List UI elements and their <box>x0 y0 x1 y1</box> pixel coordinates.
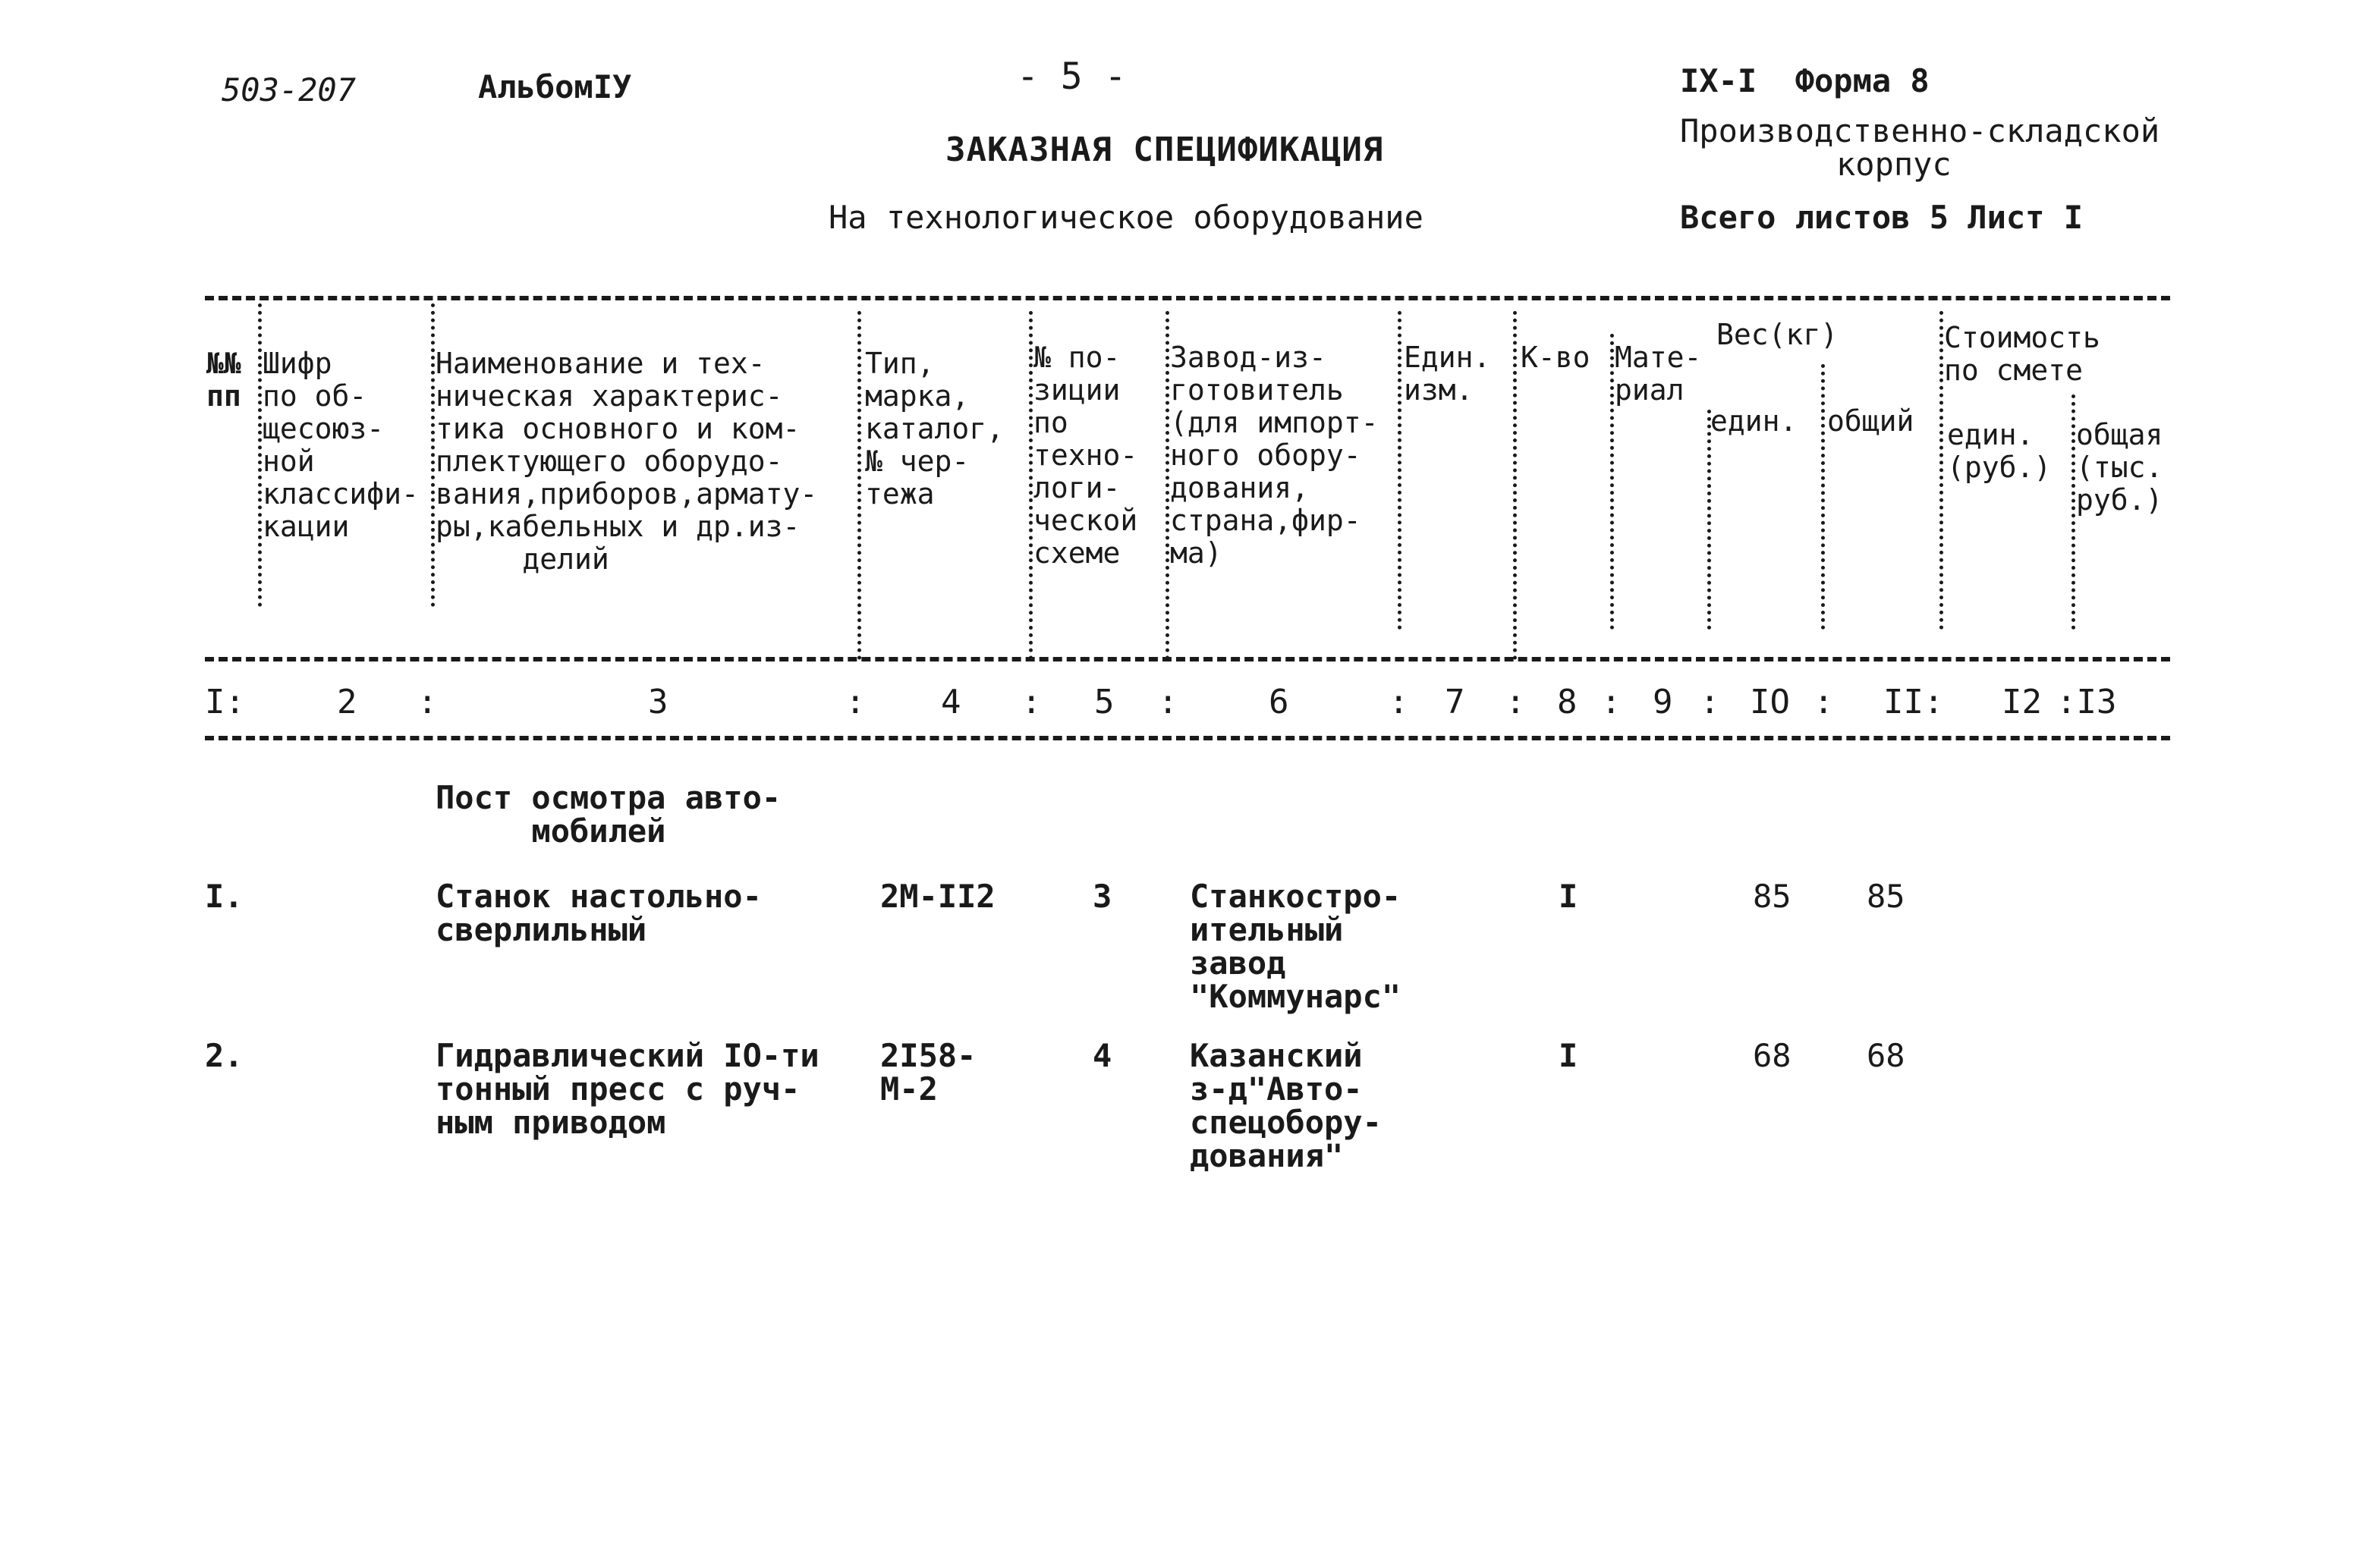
album-label: АльбомIУ <box>478 68 632 105</box>
col-number-separator: : <box>1601 683 1622 721</box>
row-1-type: 2М-II2 <box>880 878 996 915</box>
col-number: IO <box>1750 683 1790 721</box>
col-number: 5 <box>1094 683 1115 721</box>
object-name-line1: Производственно-складской <box>1680 112 2160 149</box>
col-number-separator: : <box>1813 683 1834 721</box>
row-1-quantity: I <box>1559 878 1578 915</box>
column-separator <box>1939 311 1943 630</box>
col-number: 4 <box>941 683 961 721</box>
col-heading-weight-unit: един. <box>1710 404 1798 438</box>
row-2-position: 4 <box>1093 1037 1112 1074</box>
sheet-count: Всего листов 5 Лист I <box>1680 199 2084 236</box>
row-2-manufacturer: Казанский з-д"Авто- спецобору- дования" <box>1190 1037 1382 1174</box>
doc-number: 503-207 <box>222 71 357 108</box>
col-number: I: <box>205 683 245 721</box>
row-1-name: Станок настольно- сверлильный <box>436 878 762 948</box>
col-number-separator: : <box>1700 683 1720 721</box>
col-heading-weight: Вес(кг) <box>1716 318 1839 351</box>
col-number: 2 <box>337 683 357 721</box>
column-separator <box>1513 311 1517 660</box>
row-2-weight-unit: 68 <box>1753 1037 1791 1074</box>
col-number: 8 <box>1557 683 1578 721</box>
row-2-number: 2. <box>205 1037 244 1074</box>
column-separator <box>1398 311 1401 630</box>
row-2-type: 2I58- М-2 <box>880 1037 977 1108</box>
header-top-rule <box>205 296 2170 300</box>
col-number: 9 <box>1653 683 1673 721</box>
row-1-position: 3 <box>1093 878 1112 915</box>
row-1-number: I. <box>205 878 244 915</box>
section-title: Пост осмотра авто- мобилей <box>436 779 782 850</box>
row-1-weight-total: 85 <box>1867 878 1905 915</box>
col-number: 3 <box>648 683 668 721</box>
col-number: 7 <box>1445 683 1465 721</box>
col-number: :I3 <box>2056 683 2117 721</box>
object-name-line2: корпус <box>1836 146 1952 183</box>
col-number-separator: : <box>417 683 438 721</box>
col-heading-cost: Стоимость по смете <box>1944 321 2100 387</box>
document-title: ЗАКАЗНАЯ СПЕЦИФИКАЦИЯ <box>945 130 1384 169</box>
column-numbers-rule <box>205 736 2170 740</box>
col-number: II: <box>1883 683 1944 721</box>
col-heading-unit: Един. изм. <box>1404 341 1491 407</box>
col-number-separator: : <box>1021 683 1042 721</box>
col-heading-cost-total: общая (тыс. руб.) <box>2076 418 2163 517</box>
row-1-weight-unit: 85 <box>1753 878 1791 915</box>
col-number-separator: : <box>1389 683 1409 721</box>
col-heading-number: №№ пп <box>206 347 241 413</box>
row-2-name: Гидравлический IO-ти тонный пресс с руч- ным приводом <box>436 1037 819 1141</box>
col-heading-code: Шифр по об- щесоюз- ной классифи- кации <box>263 347 419 543</box>
column-separator <box>1610 334 1614 630</box>
header-bottom-rule <box>205 657 2170 661</box>
col-heading-quantity: К-во <box>1521 341 1590 374</box>
document-subtitle: На технологическое оборудование <box>829 199 1423 236</box>
row-2-quantity: I <box>1559 1037 1578 1074</box>
column-separator <box>258 303 262 607</box>
col-heading-cost-unit: един. (руб.) <box>1947 418 2052 484</box>
column-separator <box>1707 410 1711 630</box>
col-heading-type: Тип, марка, каталог, № чер- тежа <box>865 347 1005 511</box>
column-separator <box>2071 394 2075 630</box>
form-reference: IХ-I Форма 8 <box>1680 62 1930 99</box>
column-separator <box>1029 311 1033 660</box>
column-separator <box>1165 311 1169 660</box>
col-heading-name: Наименование и тех- ническая характерис- тика основного и ком- плектующего оборудо- вания,приборов,армату- ры,кабельных и др.из- делий <box>436 347 818 576</box>
col-number-separator: : <box>1158 683 1178 721</box>
col-number: 6 <box>1269 683 1289 721</box>
col-heading-weight-total: общий <box>1827 404 1914 438</box>
column-separator <box>431 303 435 607</box>
col-heading-material: Мате- риал <box>1615 341 1702 407</box>
col-number-separator: : <box>845 683 866 721</box>
row-2-weight-total: 68 <box>1867 1037 1905 1074</box>
col-heading-manufacturer: Завод-из- готовитель (для импорт- ного обору- дования, страна,фир- ма) <box>1170 341 1379 570</box>
column-separator <box>857 311 861 660</box>
row-1-manufacturer: Станкостро- ительный завод "Коммунарс" <box>1190 878 1401 1015</box>
column-separator <box>1821 364 1825 630</box>
col-heading-position: № по- зиции по техно- логи- ческой схеме <box>1033 341 1138 570</box>
col-number: I2 <box>2002 683 2042 721</box>
col-number-separator: : <box>1505 683 1526 721</box>
page-number: - 5 - <box>1017 55 1127 98</box>
